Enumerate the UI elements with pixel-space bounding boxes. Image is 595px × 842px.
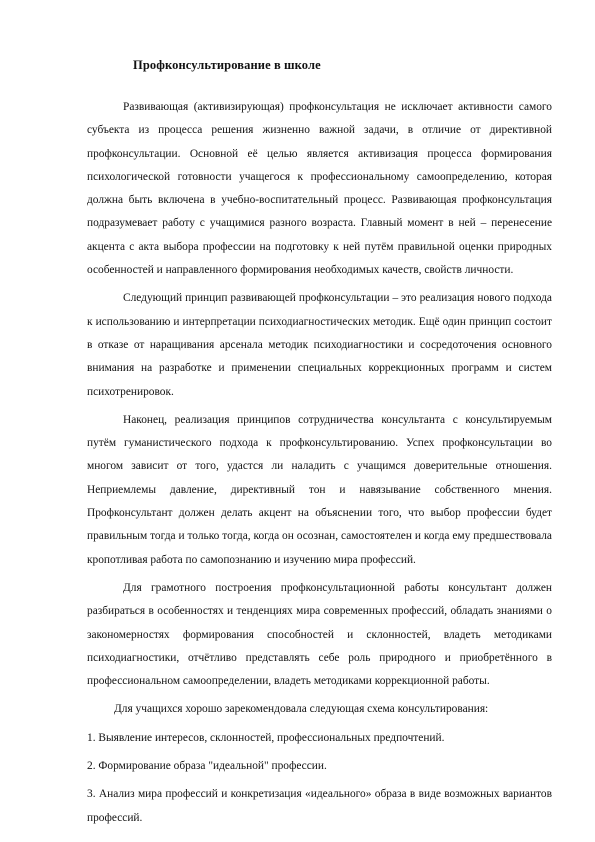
paragraph-next-principle: Следующий принцип развивающей профконсультации – это реализация нового подхода к использованию и интерпретации психодиагностических методик. Ещё один принцип состоит в отказе от наращивания арсенала методик психодиагностики и сосредоточения основного внимания на разработке и применении специальных коррекционных программ и систем психотренировок. [87, 292, 552, 398]
paragraph-scheme-intro: Для учащихся хорошо зарекомендовала следующая схема консультирования: [114, 703, 489, 716]
paragraph-consultant-competence: Для грамотного построения профконсультационной работы консультант должен разбираться в особенностях и тенденциях мира современных профессий, обладать знаниями о закономерностях формирования способностей и склонностей, владеть методиками психодиагностики, отчётливо представлять себе роль природного и приобретённого в профессиональном самоопределении, владеть методиками коррекционной работы. [87, 581, 552, 688]
list-item: 3. Анализ мира профессий и конкретизация «идеального» образа в виде возможных вариантов профессий. [87, 788, 552, 824]
document-body [87, 96, 552, 835]
list-item: 2. Формирование образа "идеальной" профессии. [87, 760, 327, 773]
list-item: 1. Выявление интересов, склонностей, профессиональных предпочтений. [87, 731, 445, 744]
paragraph-cooperation-principle: Наконец, реализация принципов сотрудничества консультанта с консультируемым путём гуманистического подхода к профконсультированию. Успех профконсультации во многом зависит от того, удастся ли наладить с учащимся доверительные отношения. Неприемлемы давление, директивный тон и навязывание собственного мнения. Профконсультант должен делать акцент на объяснении того, что выбор профессии будет правильным тогда и только тогда, когда он осознан, самостоятелен и когда ему предшествовала кропотливая работа по самопознанию и изучению мира профессий. [87, 413, 552, 566]
document-title: Профконсультирование в школе [133, 58, 321, 72]
paragraph-developmental-consultation: Развивающая (активизирующая) профконсультация не исключает активности самого субъекта из процесса решения жизненно важной задачи, в отличие от директивной профконсультации. Основной её целью является активизация процесса формирования психологической готовности учащегося к профессиональному самоопределению, которая должна быть включена в учебно-воспитательный процесс. Развивающая профконсультация подразумевает работу с учащимися разного возраста. Главный момент в ней – перенесение акцента с акта выбора профессии на подготовку к ней путём правильной оценки природных особенностей и направленного формирования необходимых качеств, свойств личности. [87, 101, 552, 277]
